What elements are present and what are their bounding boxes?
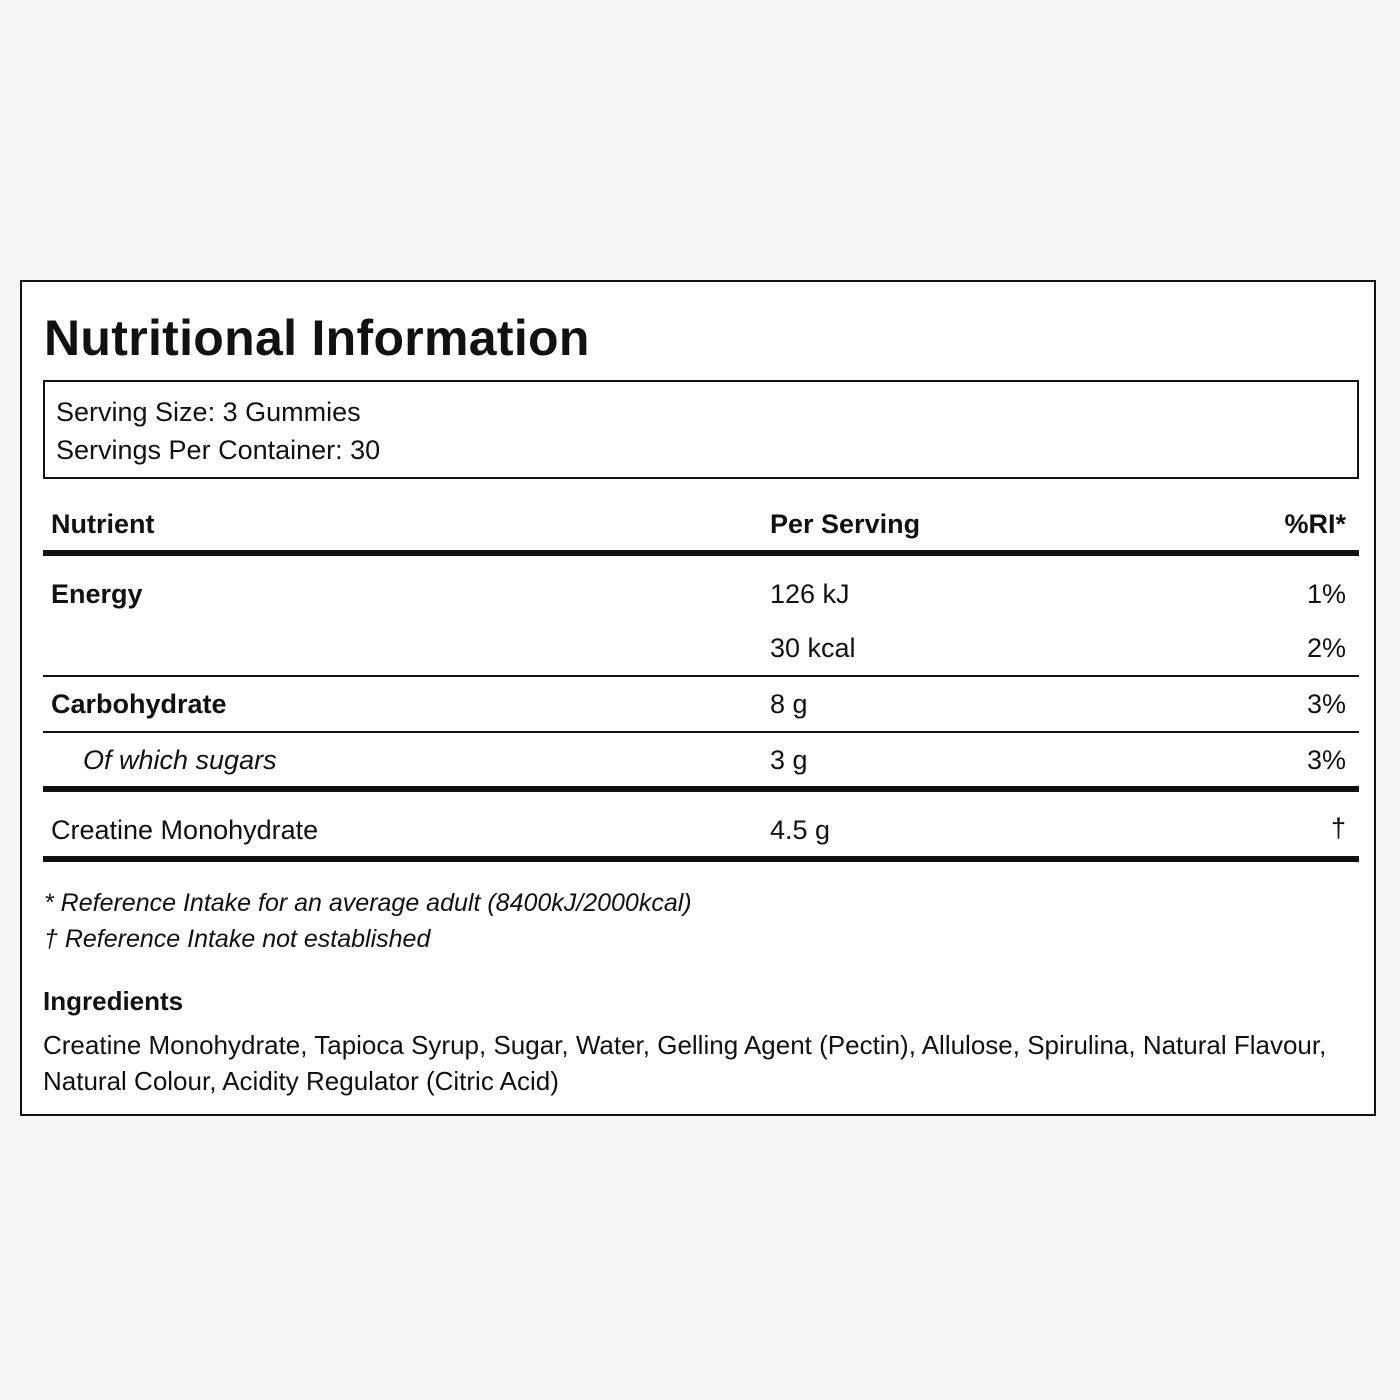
row-per-serving: 8 g xyxy=(770,689,808,719)
row-ri: † xyxy=(1330,813,1346,843)
serving-size: Serving Size: 3 Gummies xyxy=(56,397,361,427)
footnote-reference-intake: * Reference Intake for an average adult (8400kJ/2000kcal) xyxy=(44,889,692,917)
row-per-serving: 30 kcal xyxy=(770,633,856,663)
section-divider xyxy=(43,786,1359,792)
row-divider xyxy=(43,731,1359,733)
row-per-serving: 3 g xyxy=(770,745,808,775)
page-title: Nutritional Information xyxy=(44,310,590,366)
header-divider xyxy=(43,550,1359,556)
header-ri: %RI* xyxy=(1284,509,1346,539)
header-per-serving: Per Serving xyxy=(770,509,921,539)
footnote-not-established: † Reference Intake not established xyxy=(44,925,431,953)
table-bottom-divider xyxy=(43,856,1359,862)
nutrition-panel xyxy=(20,280,1376,1116)
row-ri: 1% xyxy=(1306,579,1346,609)
serving-info-box xyxy=(43,380,1359,479)
row-per-serving: 126 kJ xyxy=(770,579,850,609)
row-ri: 3% xyxy=(1306,689,1346,719)
row-nutrient: Of which sugars xyxy=(83,745,277,775)
row-ri: 3% xyxy=(1306,745,1346,775)
row-nutrient: Energy xyxy=(51,579,143,609)
row-ri: 2% xyxy=(1306,633,1346,663)
servings-per-container: Servings Per Container: 30 xyxy=(56,435,381,465)
header-nutrient: Nutrient xyxy=(51,509,155,539)
row-nutrient: Carbohydrate xyxy=(51,689,227,719)
row-nutrient: Creatine Monohydrate xyxy=(51,815,319,845)
row-per-serving: 4.5 g xyxy=(770,815,831,845)
ingredients-heading: Ingredients xyxy=(43,986,184,1016)
row-divider xyxy=(43,675,1359,677)
ingredients-text: Creatine Monohydrate, Tapioca Syrup, Sugar, Water, Gelling Agent (Pectin), Allulose, Spirulina, Natural Flavour, Natural Colour, Acidity Regulator (Citric Acid) xyxy=(43,1030,1327,1096)
